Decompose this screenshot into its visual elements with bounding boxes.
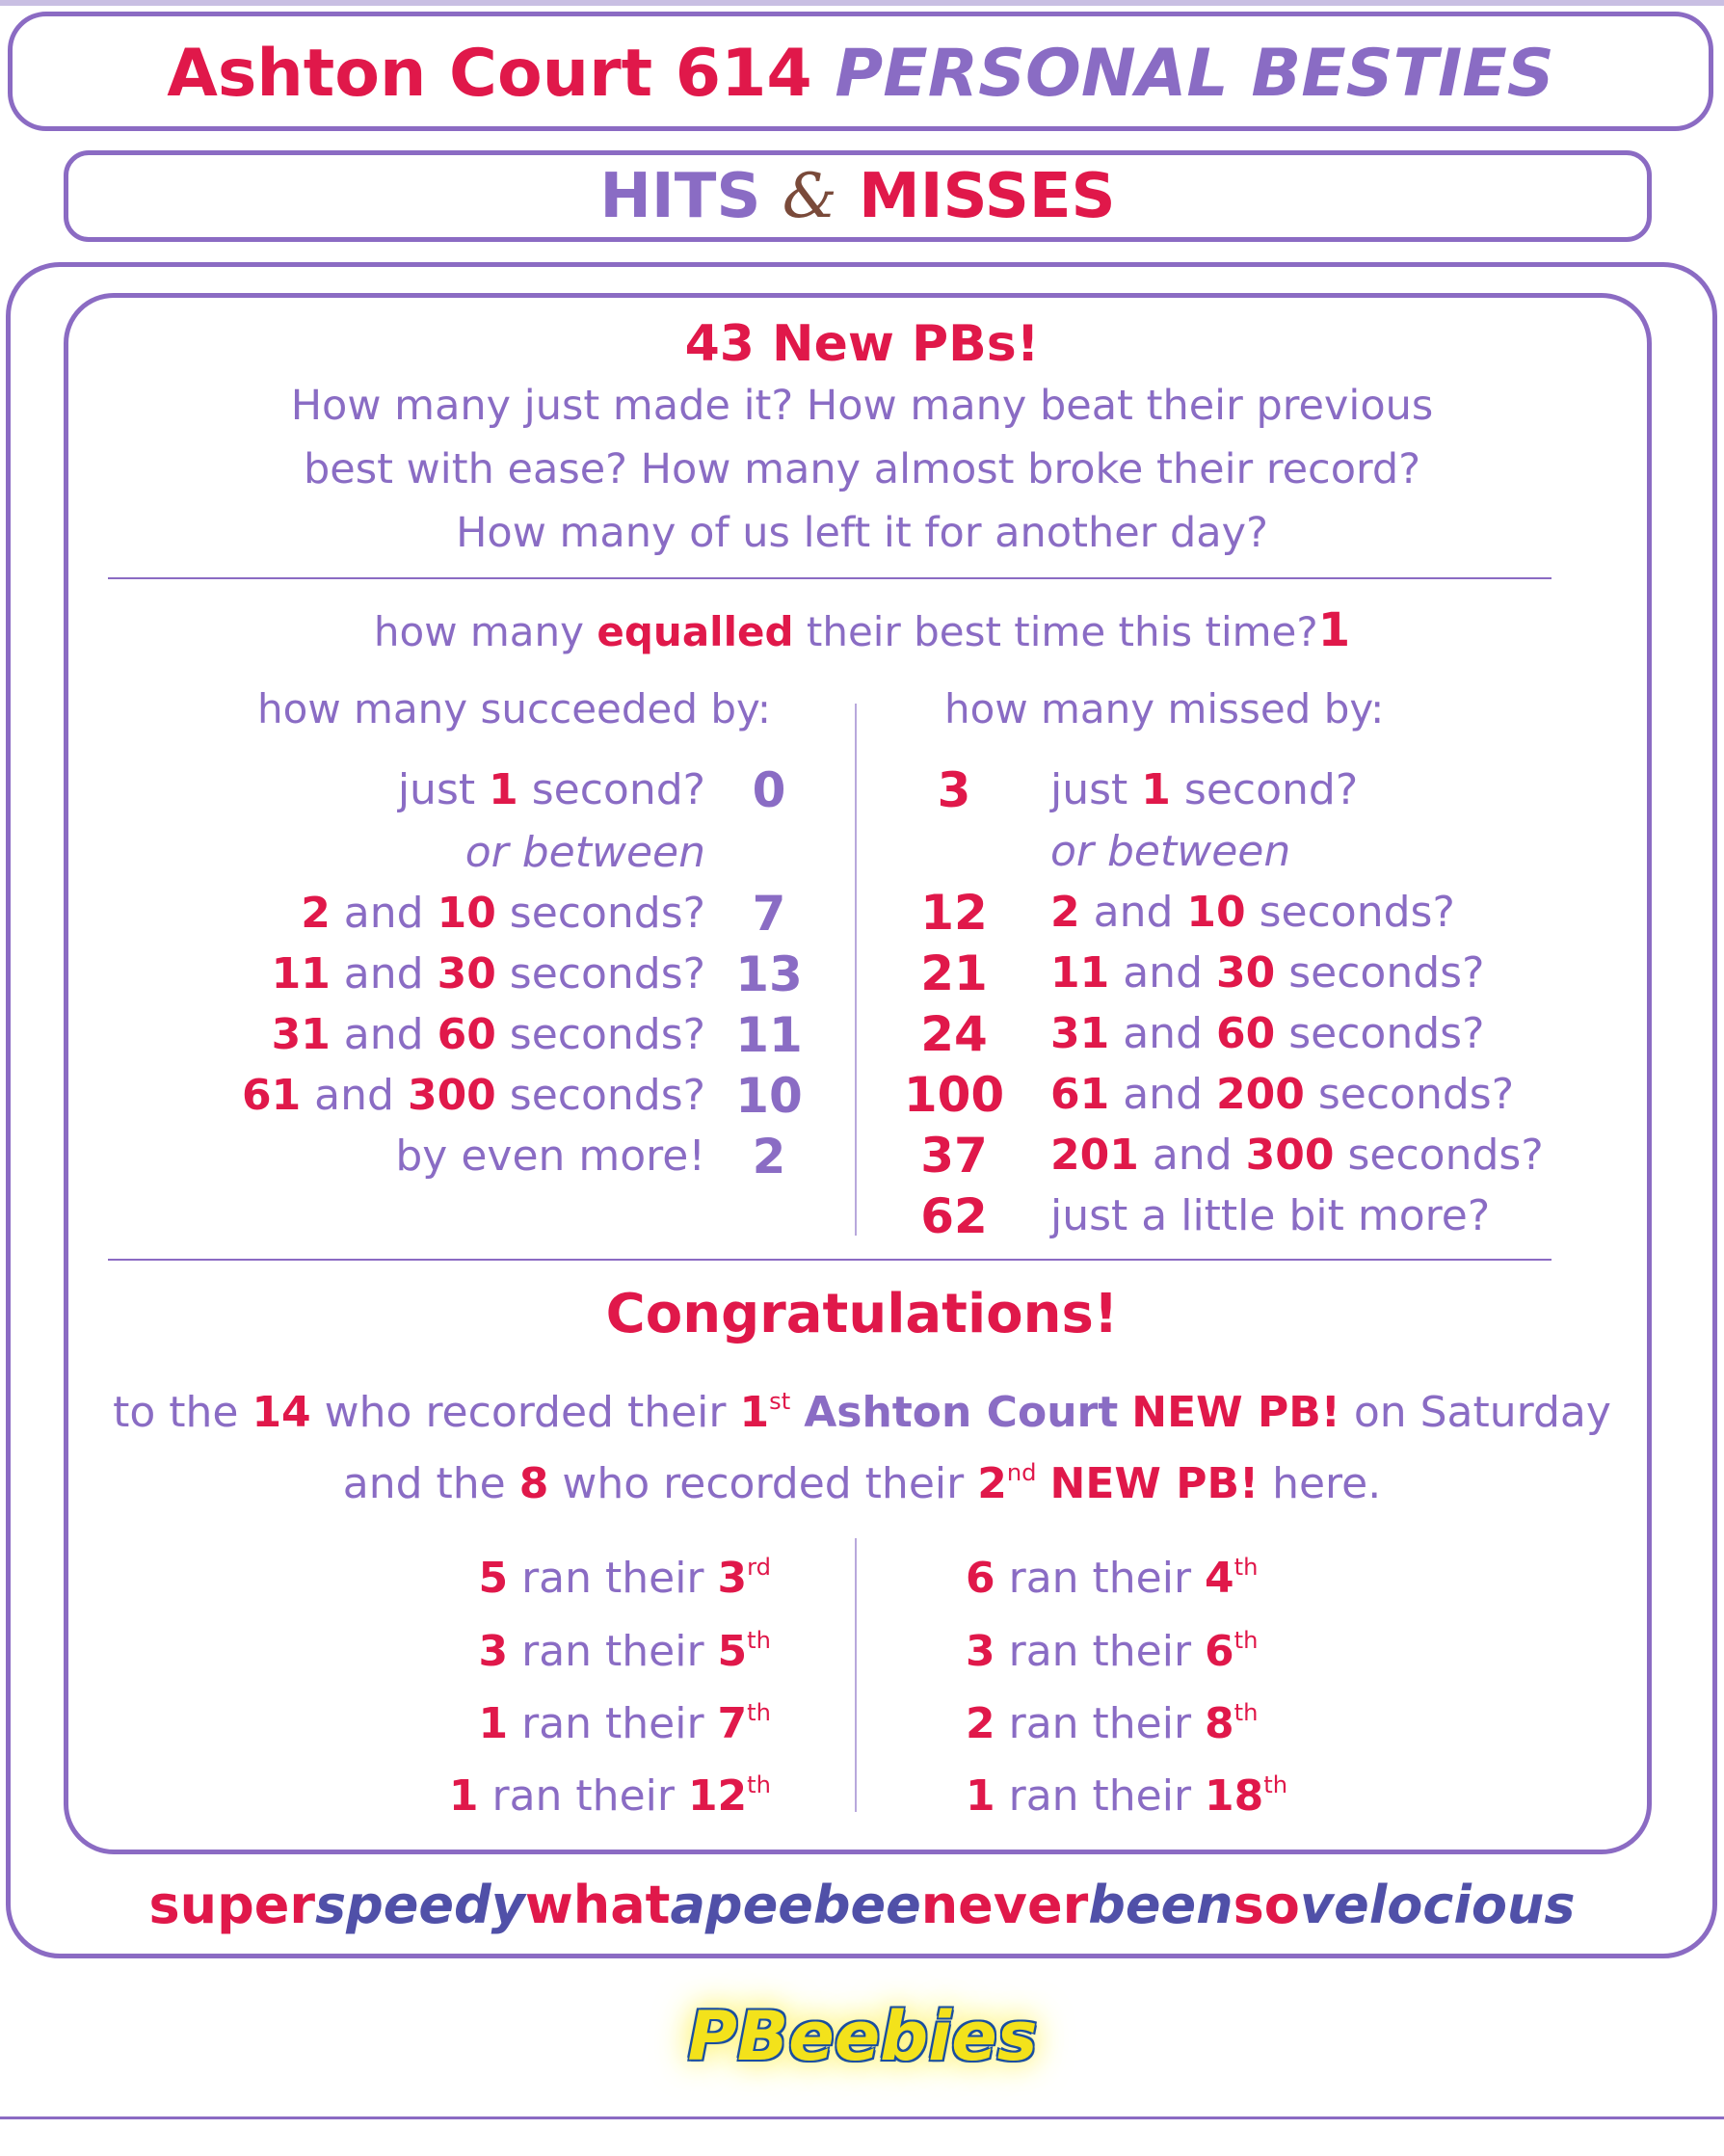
range-end: 300 <box>1245 1131 1335 1180</box>
range-end: 200 <box>1216 1070 1305 1119</box>
missed-row: 11 and 30 seconds? <box>1050 948 1485 998</box>
succeeded-count: 10 <box>735 1068 803 1124</box>
ordinal-suffix: th <box>747 1771 771 1798</box>
runner-count: 1 <box>966 1771 995 1822</box>
ordinal-suffix: th <box>747 1627 771 1654</box>
intro-line: best with ease? How many almost broke their record? <box>303 445 1421 493</box>
missed-row: just a little bit more? <box>1050 1191 1491 1240</box>
run-ordinal: 6 <box>1205 1627 1234 1677</box>
runner-count: 3 <box>966 1627 995 1677</box>
missed-count: 3 <box>937 762 971 818</box>
succeeded-row: 2 and 10 seconds? <box>301 889 705 938</box>
ordinal-suffix: th <box>1233 1627 1259 1654</box>
divider-bottom <box>108 1259 1552 1261</box>
range-start: 61 <box>1050 1070 1110 1119</box>
equalled-question: how many equalled their best time this time?1 <box>373 603 1351 657</box>
missed-heading: how many missed by: <box>944 685 1385 732</box>
missed-count: 12 <box>920 885 988 941</box>
intro-line: How many just made it? How many beat their previous <box>290 382 1434 430</box>
succeeded-count: 13 <box>735 946 803 1002</box>
run-count-row: 1 ran their 18th <box>966 1771 1288 1822</box>
run-count-row: 3 ran their 6th <box>966 1627 1259 1677</box>
run-ordinal: 8 <box>1205 1699 1234 1749</box>
ampersand: & <box>782 161 837 232</box>
ordinal-suffix: rd <box>747 1554 771 1581</box>
range-end: 30 <box>437 949 496 998</box>
bottom-border <box>0 2116 1724 2119</box>
or-between-label: or between <box>1050 827 1291 876</box>
title-part-1: Ashton Court 614 <box>167 36 812 112</box>
range-start: 2 <box>1050 888 1080 937</box>
new-pbs-headline: 43 New PBs! <box>684 315 1040 373</box>
range-start: 201 <box>1050 1131 1139 1180</box>
title-box <box>8 12 1713 131</box>
slogan-word: velocious <box>1299 1875 1576 1935</box>
ordinal-suffix: th <box>747 1699 771 1726</box>
congrats-heading: Congratulations! <box>605 1283 1119 1345</box>
missed-row: 31 and 60 seconds? <box>1050 1009 1485 1058</box>
run-ordinal: 3 <box>717 1554 748 1604</box>
run-ordinal: 18 <box>1205 1771 1264 1822</box>
ordinal-suffix: th <box>1233 1554 1259 1581</box>
misses-label: MISSES <box>859 161 1116 232</box>
run-ordinal: 12 <box>687 1771 748 1822</box>
subtitle-box <box>64 150 1652 242</box>
slogan-word: apee <box>670 1875 813 1935</box>
top-border <box>0 0 1724 6</box>
equalled-value: 1 <box>1317 603 1351 657</box>
missed-row: 2 and 10 seconds? <box>1050 888 1455 937</box>
succeeded-row: 61 and 300 seconds? <box>241 1071 705 1120</box>
range-end: 10 <box>437 889 496 938</box>
succeeded-count: 0 <box>752 762 786 818</box>
slogan-word: what <box>524 1875 671 1935</box>
pbeebies-logo: PBeebies <box>687 1997 1038 2076</box>
range-start: 11 <box>271 949 331 998</box>
range-start: 1 <box>1141 765 1171 814</box>
ordinal-suffix: th <box>1233 1699 1259 1726</box>
slogan-word: super <box>148 1875 315 1935</box>
succeeded-row: 31 and 60 seconds? <box>271 1010 705 1059</box>
ordinal-suffix: th <box>1263 1771 1288 1798</box>
slogan-word: so <box>1233 1875 1300 1935</box>
columns-divider <box>855 704 857 1236</box>
missed-count: 21 <box>920 945 988 1001</box>
slogan-word: bee <box>812 1875 921 1935</box>
range-end: 60 <box>1216 1009 1276 1058</box>
missed-count: 100 <box>903 1067 1005 1123</box>
congrats-line-1: to the 14 who recorded their 1st Ashton Court NEW PB! on Saturday <box>113 1388 1611 1438</box>
title-part-2: PERSONAL BESTIES <box>835 36 1554 112</box>
slogan-word: speedy <box>314 1875 525 1935</box>
range-end: 10 <box>1186 888 1246 937</box>
slogan-word: never <box>920 1875 1089 1935</box>
succeeded-count: 11 <box>735 1007 803 1063</box>
succeeded-row: by even more! <box>395 1131 705 1181</box>
run-count-row: 6 ran their 4th <box>966 1554 1259 1604</box>
run-ordinal: 4 <box>1205 1554 1234 1604</box>
missed-count: 37 <box>920 1128 988 1184</box>
range-end: 300 <box>407 1071 496 1120</box>
run-count-row: 5 ran their 3rd <box>478 1554 771 1604</box>
hits-label: HITS <box>599 161 761 232</box>
subtitle <box>68 157 1647 236</box>
missed-count: 62 <box>920 1188 988 1244</box>
intro-line: How many of us left it for another day? <box>456 509 1268 557</box>
slogan <box>0 1870 1724 1941</box>
runner-count: 6 <box>966 1554 995 1604</box>
run-ordinal: 5 <box>717 1627 748 1677</box>
runner-count: 3 <box>478 1627 509 1677</box>
slogan-word: been <box>1088 1875 1233 1935</box>
range-start: 61 <box>241 1071 302 1120</box>
range-end: 30 <box>1216 948 1276 998</box>
runner-count: 5 <box>478 1554 509 1604</box>
missed-count: 24 <box>920 1006 988 1062</box>
missed-row: 61 and 200 seconds? <box>1050 1070 1515 1119</box>
range-start: 11 <box>1050 948 1110 998</box>
run-count-row: 3 ran their 5th <box>478 1627 771 1677</box>
succeeded-row: just 1 second? <box>397 765 705 814</box>
missed-row: just 1 second? <box>1050 765 1359 814</box>
range-end: 60 <box>437 1010 496 1059</box>
run-ordinal: 7 <box>717 1699 748 1749</box>
page-title <box>13 26 1709 122</box>
run-count-row: 1 ran their 12th <box>448 1771 771 1822</box>
succeeded-row: 11 and 30 seconds? <box>271 949 705 998</box>
divider-top <box>108 577 1552 579</box>
range-start: 31 <box>1050 1009 1110 1058</box>
runner-count: 1 <box>448 1771 479 1822</box>
run-count-row: 1 ran their 7th <box>478 1699 771 1749</box>
succeeded-heading: how many succeeded by: <box>257 685 771 732</box>
run-count-row: 2 ran their 8th <box>966 1699 1259 1749</box>
range-start: 2 <box>301 889 331 938</box>
range-start: 31 <box>271 1010 331 1059</box>
missed-row: 201 and 300 seconds? <box>1050 1131 1544 1180</box>
runner-count: 2 <box>966 1699 995 1749</box>
runner-count: 1 <box>478 1699 509 1749</box>
range-start: 1 <box>489 765 518 814</box>
congrats-line-2: and the 8 who recorded their 2nd NEW PB! here. <box>342 1459 1382 1509</box>
succeeded-count: 2 <box>752 1129 786 1184</box>
runs-divider <box>855 1538 857 1812</box>
succeeded-count: 7 <box>752 886 786 942</box>
or-between-label: or between <box>464 828 705 877</box>
